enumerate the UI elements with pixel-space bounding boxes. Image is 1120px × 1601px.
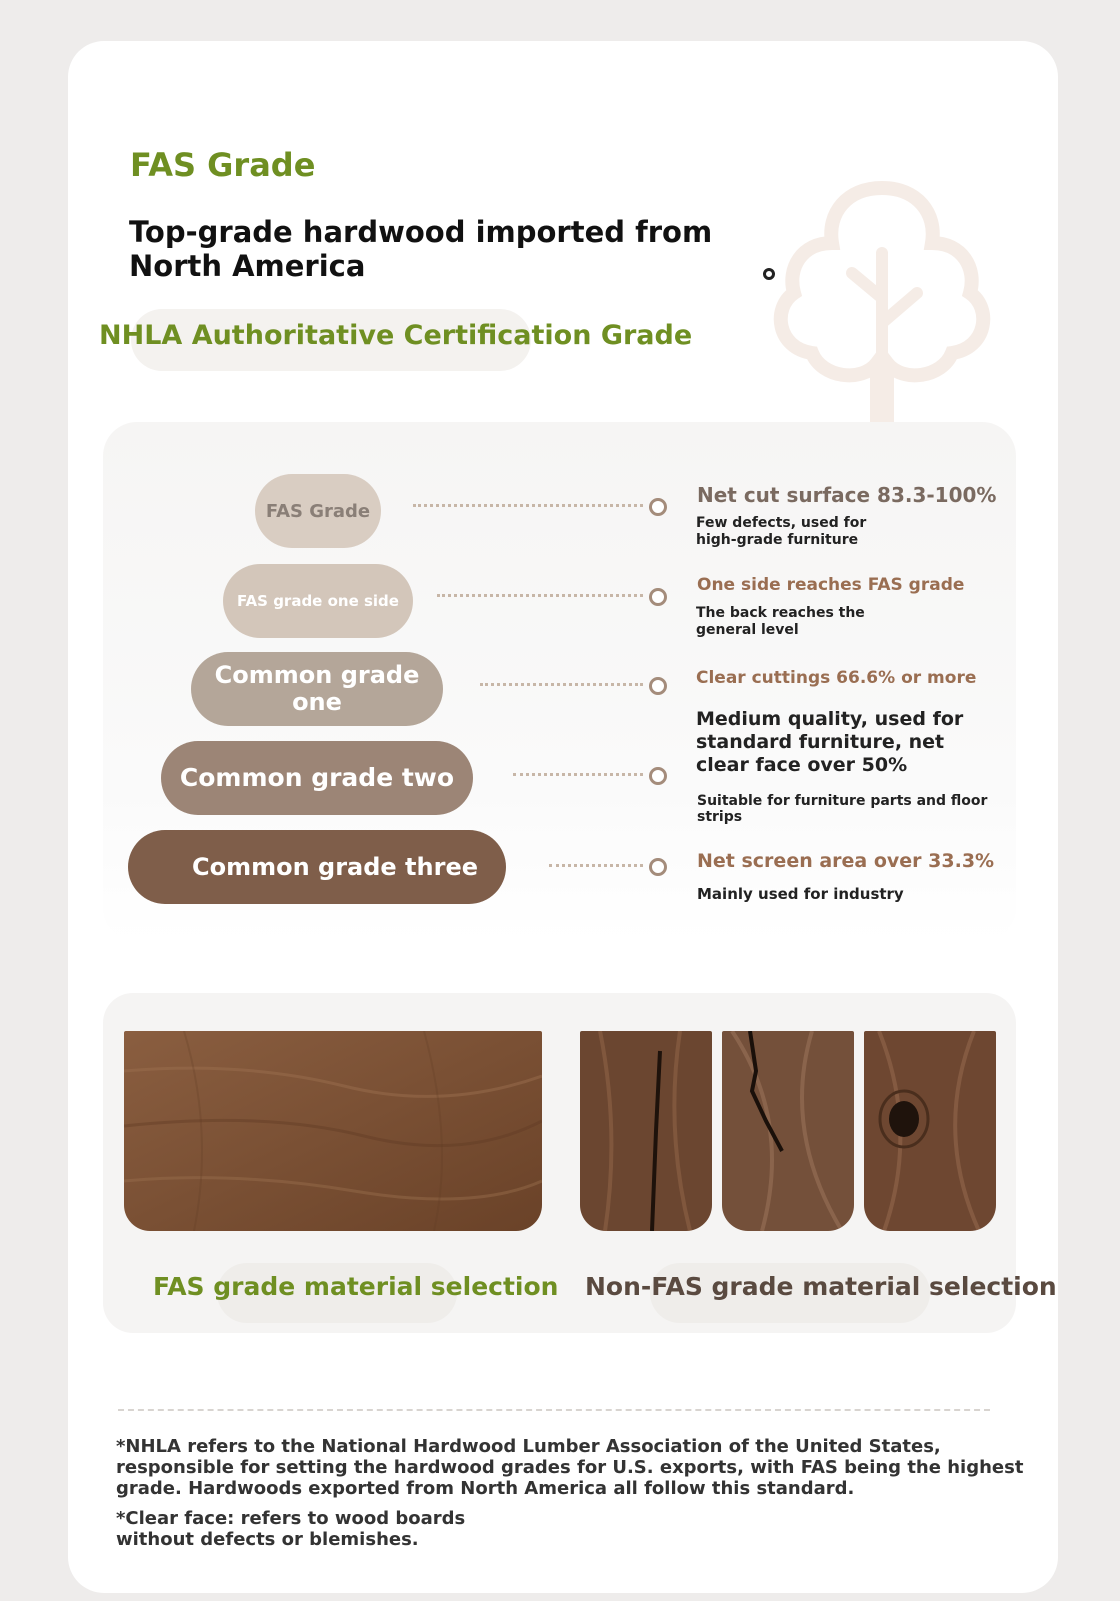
grade-detail: Medium quality, used for standard furniture, net clear face over 50%: [696, 708, 964, 776]
footnote-nhla: *NHLA refers to the National Hardwood Lumber Association of the United States, responsible for setting the hardwood grades for U.S. exports, with FAS being the highest grade. Hardwoods exported from North America all follow this standard.: [116, 1436, 1024, 1499]
grade-detail: The back reaches the general level: [696, 605, 865, 638]
grade-pill-fas-one-side: FAS grade one side: [223, 564, 413, 638]
fas-material-caption: FAS grade material selection: [153, 1272, 559, 1301]
grade-headline: Net cut surface 83.3-100%: [697, 483, 997, 507]
grade-detail: Suitable for furniture parts and floor strips: [697, 793, 988, 825]
grade-detail: Few defects, used for high-grade furniture: [696, 515, 867, 548]
ring-dot-icon: [649, 677, 667, 695]
grade-detail: Mainly used for industry: [697, 885, 904, 903]
grade-pill-common-two: Common grade two: [161, 741, 473, 815]
ring-dot-icon: [649, 858, 667, 876]
footnote-clear-face: *Clear face: refers to wood boards without defects or blemishes.: [116, 1508, 466, 1550]
connector-line: [549, 864, 643, 867]
grade-pill-fas: FAS Grade: [255, 474, 381, 548]
ring-dot-icon: [649, 498, 667, 516]
non-fas-wood-image-3: [864, 1031, 996, 1231]
ring-dot-icon: [649, 588, 667, 606]
ring-dot-icon: [649, 767, 667, 785]
grade-pill-common-three: Common grade three: [128, 830, 506, 904]
connector-line: [513, 773, 643, 776]
grade-headline: One side reaches FAS grade: [697, 575, 965, 595]
page-title: FAS Grade: [130, 146, 316, 184]
divider: [118, 1409, 990, 1411]
grade-headline: Clear cuttings 66.6% or more: [696, 668, 977, 688]
non-fas-wood-image-1: [580, 1031, 712, 1231]
ring-dot-icon: [763, 268, 775, 280]
grade-pill-common-one: Common grade one: [191, 652, 443, 726]
connector-line: [437, 594, 643, 597]
grade-headline: Net screen area over 33.3%: [697, 850, 995, 872]
tree-icon: [752, 158, 1012, 438]
connector-line: [480, 683, 643, 686]
page-subtitle: Top-grade hardwood imported from North America: [129, 215, 713, 283]
non-fas-material-caption: Non-FAS grade material selection: [585, 1272, 1057, 1301]
fas-wood-image: [124, 1031, 542, 1231]
connector-line: [413, 504, 643, 507]
non-fas-wood-image-2: [722, 1031, 854, 1231]
certification-heading: NHLA Authoritative Certification Grade: [99, 320, 693, 351]
